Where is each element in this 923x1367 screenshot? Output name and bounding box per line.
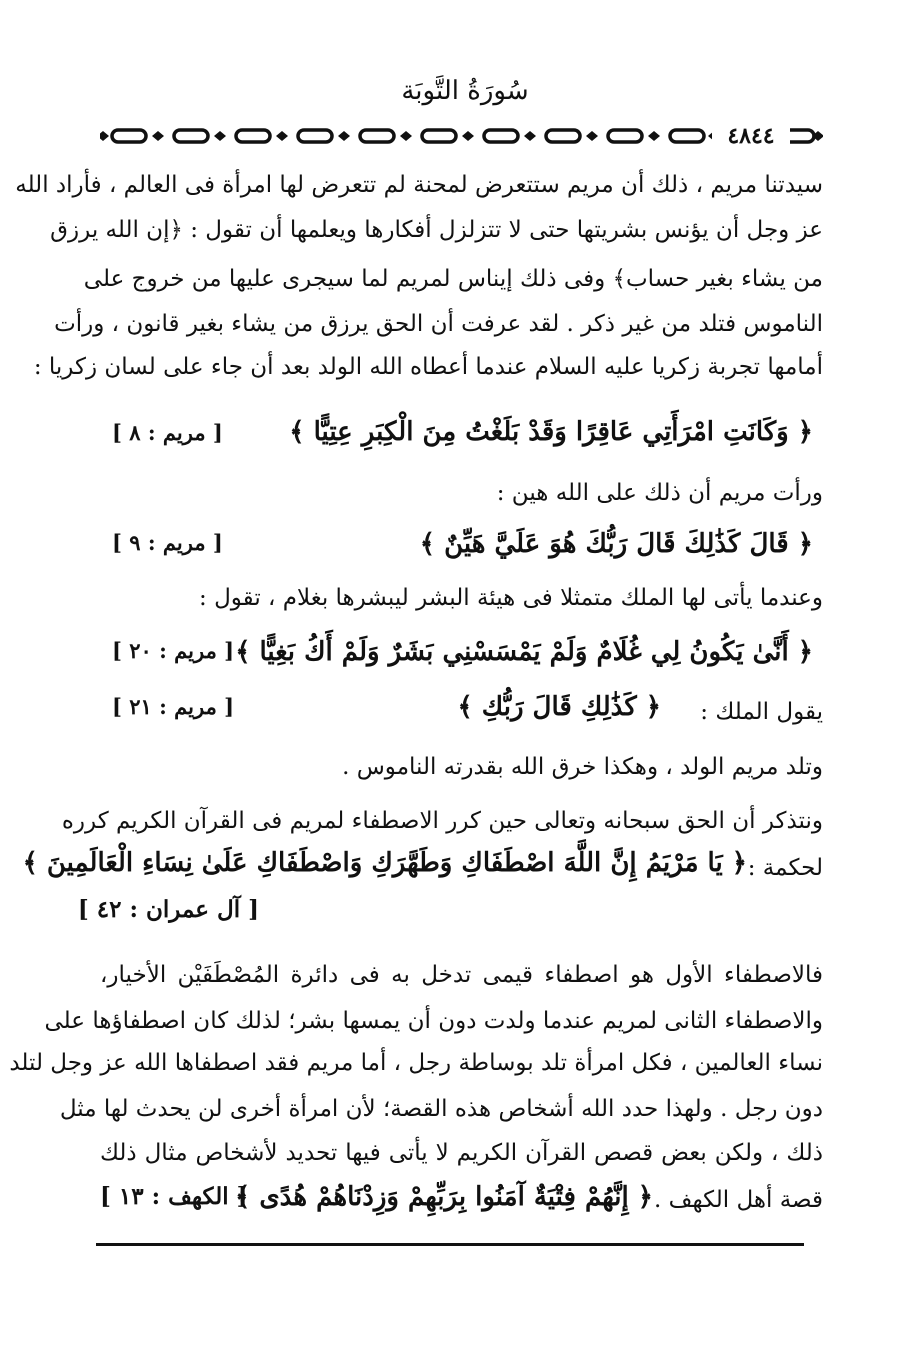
text-line: فالاصطفاء الأول هو اصطفاء قيمى تدخل به فى دائرة المُصْطَفَيْن الأخيار، [100, 962, 823, 988]
verse-reference: [ آل عمران : ٤٢ ] [77, 896, 259, 923]
quran-verse: ﴿ وَكَانَتِ امْرَأَتِي عَاقِرًا وَقَدْ بَلَغْتُ مِنَ الْكِبَرِ عِتِيًّا ﴾ [289, 417, 813, 447]
quran-verse: ﴿ أَنَّىٰ يَكُونُ لِي غُلَامٌ وَلَمْ يَمْسَسْنِي بَشَرٌ وَلَمْ أَكُ بَغِيًّا ﴾ [235, 637, 813, 667]
text-line: أمامها تجربة زكريا عليه السلام عندما أعطاه الله الولد بعد أن جاء على لسان زكريا : [33, 354, 823, 380]
text-line: ذلك ، ولكن بعض قصص القرآن الكريم لا يأتى فيها تحديد لأشخاص مثال ذلك [100, 1140, 823, 1166]
quran-verse: ﴿ إِنَّهُمْ فِتْيَةٌ آمَنُوا بِرَبِّهِمْ وَزِدْنَاهُمْ هُدًى ﴾ [235, 1182, 653, 1212]
text-line: دون رجل . ولهذا حدد الله أشخاص هذه القصة؛ لأن امرأة أخرى لن يحدث لها مثل [59, 1096, 823, 1122]
text-line: الناموس فتلد من غير ذكر . لقد عرفت أن الحق يرزق من يشاء بغير قانون ، ورأت [54, 311, 823, 337]
text-line: وتلد مريم الولد ، وهكذا خرق الله بقدرته الناموس . [342, 754, 823, 780]
verse-reference: [ مريم : ٨ ] [112, 420, 223, 445]
text-line: وعندما يأتى لها الملك متمثلا فى هيئة البشر ليبشرها بغلام ، تقول : [199, 585, 823, 611]
text-line: لحكمة : [747, 855, 823, 881]
surah-title: سُورَةُ التَّوبَة [401, 76, 529, 106]
text-line: قصة أهل الكهف . [654, 1187, 823, 1213]
text-line: ورأت مريم أن ذلك على الله هين : [496, 480, 823, 506]
verse-reference: [ الكهف : ١٣ ] [100, 1183, 248, 1210]
text-line: يقول الملك : [700, 699, 823, 725]
page-number: ٤٨٤٤ [712, 124, 790, 148]
verse-reference: [ مريم : ٢٠ ] [112, 638, 235, 663]
quran-verse: ﴿ كَذَٰلِكِ قَالَ رَبُّكِ ﴾ [457, 692, 661, 722]
text-line: ونتذكر أن الحق سبحانه وتعالى حين كرر الاصطفاء لمريم فى القرآن الكريم كرره [61, 808, 823, 834]
text-line: سيدتنا مريم ، ذلك أن مريم ستتعرض لمحنة لم تتعرض لها امرأة فى العالم ، فأراد الله [15, 172, 823, 198]
text-line: والاصطفاء الثانى لمريم عندما ولدت دون أن يمسها بشر؛ لذلك كان اصطفاؤها على [44, 1008, 823, 1034]
bottom-rule [96, 1243, 804, 1246]
text-line: عز وجل أن يؤنس بشريتها حتى لا تتزلزل أفكارها ويعلمها أن تقول : ﴿إن الله يرزق [50, 217, 823, 243]
text-line: نساء العالمين ، فكل امرأة تلد بوساطة رجل ، أما مريم فقد اصطفاها الله عز وجل لتلد [9, 1050, 823, 1076]
quran-verse: ﴿ قَالَ كَذَٰلِكَ قَالَ رَبُّكَ هُوَ عَلَيَّ هَيِّنٌ ﴾ [419, 529, 813, 559]
text-line: من يشاء بغير حساب﴾ وفى ذلك إيناس لمريم لما سيجرى عليها من خروج على [83, 266, 823, 292]
verse-reference: [ مريم : ٩ ] [112, 530, 223, 555]
verse-reference: [ مريم : ٢١ ] [112, 694, 235, 719]
quran-verse: ﴿ يَا مَرْيَمُ إِنَّ اللَّهَ اصْطَفَاكِ وَطَهَّرَكِ وَاصْطَفَاكِ عَلَىٰ نِسَاءِ الْعَالَمِينَ ﴾ [22, 848, 747, 878]
